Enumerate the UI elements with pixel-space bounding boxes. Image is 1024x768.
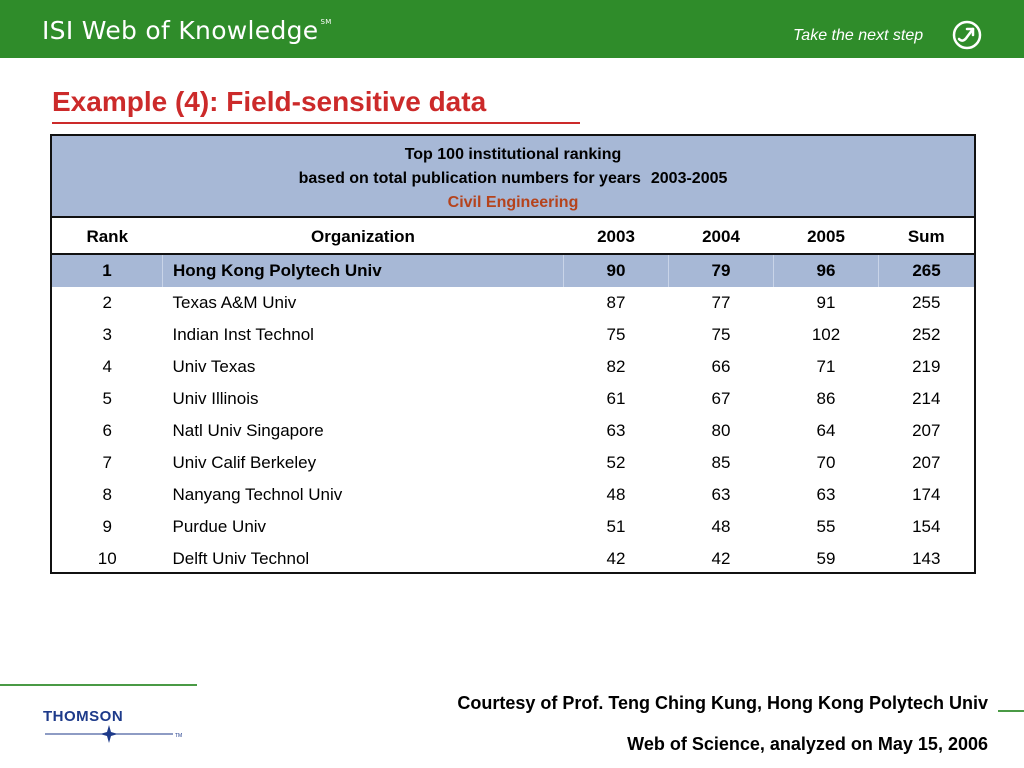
cell-2005: 59: [816, 549, 836, 568]
cell-2005: 86: [816, 389, 836, 408]
cell-2003: 82: [606, 357, 626, 376]
col-header-2005: 2005: [774, 220, 879, 254]
cell-2004: 63: [711, 485, 731, 504]
cell-2005: 55: [816, 517, 836, 536]
credit-line: Courtesy of Prof. Teng Ching Kung, Hong Kong Polytech Univ: [457, 693, 988, 713]
cell-rank: 4: [102, 357, 112, 376]
cell-2004: 67: [711, 389, 731, 408]
cell-organization: Hong Kong Polytech Univ: [163, 254, 564, 287]
cell-rank: 7: [102, 453, 112, 472]
cell-organization: Univ Texas: [172, 357, 256, 376]
table-row: [52, 287, 974, 319]
cell-rank: 5: [102, 389, 112, 408]
arrow-circle-icon: [952, 20, 982, 50]
cell-sum: 255: [912, 293, 941, 312]
logo-trademark: TM: [175, 733, 183, 739]
col-header-2004: 2004: [669, 220, 774, 254]
cell-2003: 42: [606, 549, 626, 568]
col-header-rank: Rank: [52, 220, 163, 254]
cell-sum: 214: [912, 389, 941, 408]
table-caption: [52, 136, 974, 218]
cell-2004: 79: [669, 254, 774, 287]
cell-2003: 63: [606, 421, 626, 440]
cell-2003: 51: [606, 517, 626, 536]
cell-organization: Univ Illinois: [172, 389, 259, 408]
header-bar: [0, 0, 1024, 58]
cell-2005: 63: [816, 485, 836, 504]
cell-sum: 207: [912, 453, 941, 472]
footer-divider-left: [0, 684, 197, 686]
header-row: [52, 220, 974, 254]
col-header-sum: Sum: [879, 220, 975, 254]
cell-sum: 265: [879, 254, 975, 287]
table-row: [52, 479, 974, 511]
cell-2003: 75: [606, 325, 626, 344]
caption-line-1: Top 100 institutional ranking: [404, 146, 622, 163]
table-row-highlighted: [52, 254, 974, 287]
cell-rank: 8: [102, 485, 112, 504]
cell-organization: Natl Univ Singapore: [172, 421, 324, 440]
cell-2003: 90: [564, 254, 669, 287]
cell-2005: 71: [816, 357, 836, 376]
caption-line-2: based on total publication numbers for years 2003-2005: [298, 170, 728, 187]
cell-2004: 85: [711, 453, 731, 472]
cell-2004: 66: [711, 357, 731, 376]
cell-rank: 1: [52, 254, 163, 287]
cell-rank: 2: [102, 293, 112, 312]
cell-organization: Indian Inst Technol: [172, 325, 314, 344]
caption-years: 2003-2005: [650, 170, 728, 187]
cell-organization: Texas A&M Univ: [172, 293, 297, 312]
cell-rank: 6: [102, 421, 112, 440]
tagline: Take the next step: [793, 27, 924, 44]
cell-rank: 10: [97, 549, 117, 568]
col-header-organization: Organization: [163, 220, 564, 254]
cell-2004: 42: [711, 549, 731, 568]
table-row: [52, 351, 974, 383]
service-mark: SM: [320, 18, 332, 26]
cell-rank: 9: [102, 517, 112, 536]
ranking-table: [50, 134, 976, 574]
cell-2004: 48: [711, 517, 731, 536]
table-row: [52, 319, 974, 351]
cell-organization: Nanyang Technol Univ: [172, 485, 343, 504]
thomson-logo: [43, 706, 183, 746]
cell-sum: 174: [912, 485, 941, 504]
cell-2003: 48: [606, 485, 626, 504]
col-header-2003: 2003: [564, 220, 669, 254]
cell-rank: 3: [102, 325, 112, 344]
cell-sum: 207: [912, 421, 941, 440]
table-row: [52, 383, 974, 415]
cell-organization: Delft Univ Technol: [172, 549, 310, 568]
caption-field: Civil Engineering: [447, 194, 579, 211]
cell-sum: 143: [912, 549, 941, 568]
cell-2005: 96: [774, 254, 879, 287]
analysis-date-line: Web of Science, analyzed on May 15, 2006: [627, 734, 988, 754]
table-row: [52, 543, 974, 575]
logo-wordmark: THOMSON: [43, 708, 124, 725]
cell-2004: 80: [711, 421, 731, 440]
cell-organization: Purdue Univ: [172, 517, 267, 536]
footer-divider-right: [998, 710, 1024, 712]
cell-sum: 252: [912, 325, 941, 344]
slide-title: Example (4): Field-sensitive data: [52, 86, 487, 117]
ranking-grid: [52, 220, 974, 575]
star-icon: [100, 725, 118, 743]
cell-2005: 70: [816, 453, 836, 472]
cell-2003: 87: [606, 293, 626, 312]
cell-2003: 61: [606, 389, 626, 408]
cell-2005: 91: [816, 293, 836, 312]
cell-2003: 52: [606, 453, 626, 472]
table-row: [52, 511, 974, 543]
cell-organization: Univ Calif Berkeley: [172, 453, 317, 472]
cell-2004: 75: [711, 325, 731, 344]
cell-sum: 219: [912, 357, 941, 376]
brand-title: ISI Web of Knowledge ℠: [42, 16, 332, 45]
cell-2005: 64: [816, 421, 836, 440]
cell-sum: 154: [912, 517, 941, 536]
table-row: [52, 447, 974, 479]
cell-2005: 102: [811, 325, 841, 344]
title-underline: [52, 122, 580, 124]
table-row: [52, 415, 974, 447]
cell-2004: 77: [711, 293, 731, 312]
